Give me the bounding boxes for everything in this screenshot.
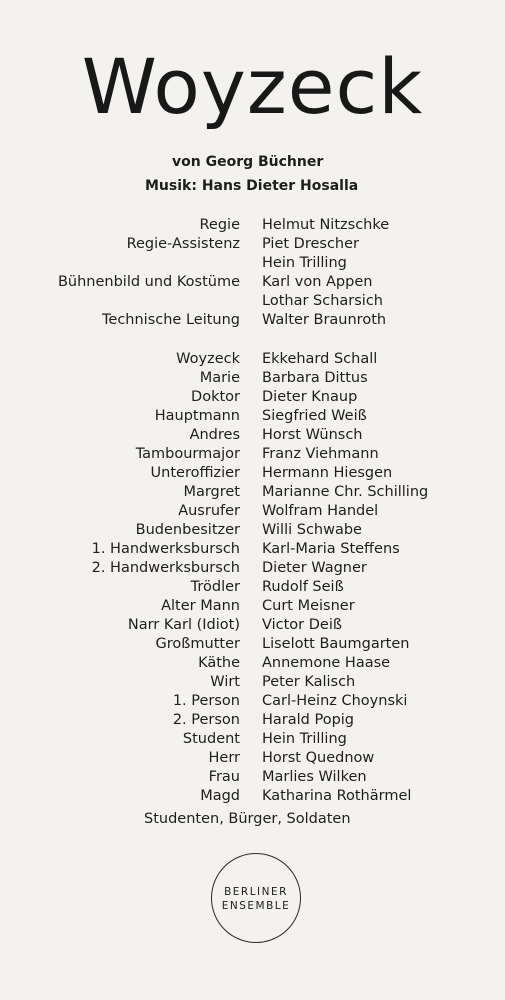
cast-name: Rudolf Seiß xyxy=(262,579,344,595)
cast-row xyxy=(0,616,505,635)
production-name: Karl von Appen xyxy=(262,274,373,290)
cast-name: Marianne Chr. Schilling xyxy=(262,484,429,500)
cast-name: Liselott Baumgarten xyxy=(262,636,410,652)
cast-row xyxy=(0,768,505,787)
author-line: von Georg Büchner xyxy=(172,154,324,170)
cast-row xyxy=(0,464,505,483)
cast-name: Katharina Rothärmel xyxy=(262,788,412,804)
cast-role: Frau xyxy=(208,769,240,785)
cast-row xyxy=(0,559,505,578)
cast-role: Tambourmajor xyxy=(135,446,240,462)
cast-role: Margret xyxy=(183,484,240,500)
production-row xyxy=(0,311,505,330)
cast-name: Horst Quednow xyxy=(262,750,375,766)
logo-line-2: ENSEMBLE xyxy=(221,900,291,912)
cast-row xyxy=(0,578,505,597)
cast-name: Dieter Wagner xyxy=(262,560,367,576)
cast-name: Marlies Wilken xyxy=(262,769,367,785)
cast-role: Woyzeck xyxy=(176,351,240,367)
cast-name: Karl-Maria Steffens xyxy=(262,541,400,557)
cast-row xyxy=(0,787,505,806)
production-row xyxy=(0,292,505,311)
cast-row xyxy=(0,597,505,616)
extras-line: Studenten, Bürger, Soldaten xyxy=(144,811,351,827)
cast-role: Wirt xyxy=(210,674,240,690)
cast-role: Magd xyxy=(200,788,240,804)
cast-role: Ausrufer xyxy=(178,503,240,519)
cast-name: Hermann Hiesgen xyxy=(262,465,393,481)
cast-row xyxy=(0,388,505,407)
cast-name: Siegfried Weiß xyxy=(262,408,367,424)
cast-role: Student xyxy=(182,731,240,747)
cast-role: 2. Handwerksbursch xyxy=(91,560,240,576)
cast-row xyxy=(0,426,505,445)
cast-name: Annemone Haase xyxy=(262,655,391,671)
production-row xyxy=(0,235,505,254)
production-role: Bühnenbild und Kostüme xyxy=(57,274,240,290)
cast-role: 2. Person xyxy=(172,712,240,728)
production-name: Lothar Scharsich xyxy=(262,293,383,309)
cast-row xyxy=(0,407,505,426)
berliner-ensemble-logo xyxy=(211,853,301,943)
cast-row xyxy=(0,540,505,559)
music-line: Musik: Hans Dieter Hosalla xyxy=(145,178,359,194)
cast-row xyxy=(0,730,505,749)
cast-role: Großmutter xyxy=(155,636,240,652)
play-title: Woyzeck xyxy=(81,42,424,131)
cast-row xyxy=(0,654,505,673)
cast-name: Hein Trilling xyxy=(262,731,347,747)
cast-name: Dieter Knaup xyxy=(262,389,358,405)
cast-role: 1. Handwerksbursch xyxy=(91,541,240,557)
cast-role: Doktor xyxy=(191,389,240,405)
logo-line-1: BERLINER xyxy=(224,886,288,898)
cast-row xyxy=(0,749,505,768)
cast-name: Barbara Dittus xyxy=(262,370,368,386)
cast-name: Victor Deiß xyxy=(262,617,342,633)
cast-role: Budenbesitzer xyxy=(135,522,240,538)
cast-row xyxy=(0,369,505,388)
cast-row xyxy=(0,502,505,521)
cast-row xyxy=(0,521,505,540)
cast-name: Horst Wünsch xyxy=(262,427,363,443)
cast-role: Unteroffizier xyxy=(150,465,240,481)
cast-name: Curt Meisner xyxy=(262,598,355,614)
cast-row xyxy=(0,350,505,369)
cast-row xyxy=(0,673,505,692)
cast-role: 1. Person xyxy=(172,693,240,709)
production-row xyxy=(0,273,505,292)
cast-role: Hauptmann xyxy=(154,408,240,424)
cast-role: Herr xyxy=(208,750,240,766)
production-role: Regie xyxy=(199,217,240,233)
cast-role: Narr Karl (Idiot) xyxy=(127,617,240,633)
cast-role: Andres xyxy=(189,427,240,443)
cast-name: Wolfram Handel xyxy=(262,503,379,519)
cast-row xyxy=(0,445,505,464)
cast-role: Trödler xyxy=(190,579,240,595)
cast-row xyxy=(0,635,505,654)
production-name: Hein Trilling xyxy=(262,255,347,271)
cast-role: Marie xyxy=(199,370,240,386)
cast-role: Alter Mann xyxy=(161,598,240,614)
cast-row xyxy=(0,483,505,502)
production-row xyxy=(0,216,505,235)
cast-row xyxy=(0,692,505,711)
production-role: Technische Leitung xyxy=(102,312,240,328)
cast-role: Käthe xyxy=(198,655,240,671)
production-row xyxy=(0,254,505,273)
cast-name: Willi Schwabe xyxy=(262,522,362,538)
cast-name: Peter Kalisch xyxy=(262,674,356,690)
cast-name: Carl-Heinz Choynski xyxy=(262,693,408,709)
production-name: Walter Braunroth xyxy=(262,312,387,328)
cast-name: Franz Viehmann xyxy=(262,446,379,462)
cast-name: Harald Popig xyxy=(262,712,355,728)
cast-name: Ekkehard Schall xyxy=(262,351,378,367)
production-name: Helmut Nitzschke xyxy=(262,217,390,233)
production-name: Piet Drescher xyxy=(262,236,359,252)
cast-row xyxy=(0,711,505,730)
production-role: Regie-Assistenz xyxy=(126,236,240,252)
